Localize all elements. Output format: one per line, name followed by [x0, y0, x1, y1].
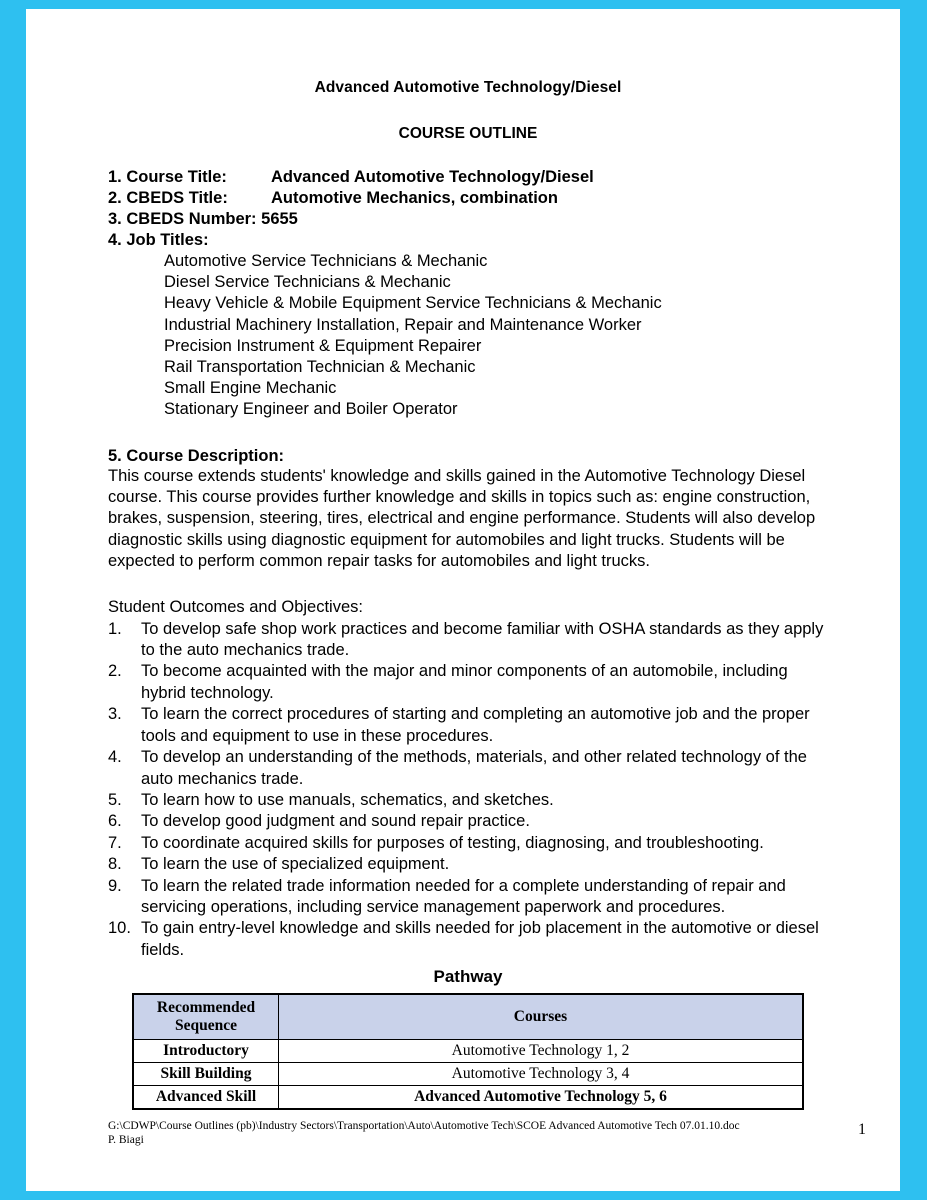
- list-marker: 1.: [108, 619, 122, 638]
- pathway-title: Pathway: [433, 967, 503, 987]
- cell-courses: Automotive Technology 1, 2: [279, 1040, 804, 1063]
- field-cbeds-number-value: 5655: [261, 210, 298, 228]
- list-item: [108, 790, 828, 811]
- cell-sequence: Advanced Skill: [133, 1086, 279, 1110]
- list-marker: 4.: [108, 748, 122, 767]
- list-text: To coordinate acquired skills for purposes of testing, diagnosing, and troubleshooting.: [141, 833, 764, 852]
- list-marker: 3.: [108, 705, 122, 724]
- list-text: To learn the correct procedures of starting and completing an automotive job and the proper tools and equipment to use in these procedures.: [141, 705, 810, 745]
- list-marker: 2.: [108, 662, 122, 681]
- cell-courses: Advanced Automotive Technology 5, 6: [279, 1086, 804, 1110]
- list-item: [108, 833, 828, 854]
- list-item: Small Engine Mechanic: [164, 379, 337, 398]
- field-job-titles-label: 4. Job Titles:: [108, 231, 209, 249]
- outcomes-list: [108, 619, 828, 962]
- list-item: [108, 661, 828, 704]
- list-text: To develop an understanding of the methods, materials, and other related technology of the auto mechanics trade.: [141, 748, 807, 788]
- list-marker: 8.: [108, 855, 122, 874]
- list-item: Industrial Machinery Installation, Repair and Maintenance Worker: [164, 315, 642, 334]
- document-title: Advanced Automotive Technology/Diesel: [314, 79, 622, 96]
- list-item: [108, 854, 828, 875]
- list-text: To develop good judgment and sound repair practice.: [141, 812, 530, 831]
- job-titles-list: [108, 251, 828, 421]
- table-header-row: [133, 994, 803, 1040]
- cell-sequence: Skill Building: [133, 1063, 279, 1086]
- list-text: To learn the related trade information needed for a complete understanding of repair and servicing operations, including service management paperwork and procedures.: [141, 876, 786, 916]
- list-item: Heavy Vehicle & Mobile Equipment Service Technicians & Mechanic: [164, 294, 662, 313]
- outcomes-heading: Student Outcomes and Objectives:: [108, 597, 363, 616]
- document-page: [26, 9, 900, 1191]
- course-description-heading: 5. Course Description:: [108, 446, 285, 465]
- list-text: To learn how to use manuals, schematics, and sketches.: [141, 790, 554, 809]
- footer-author: P. Biagi: [108, 1134, 144, 1146]
- list-item: [108, 811, 828, 832]
- table-row: [133, 1086, 803, 1110]
- table-row: [133, 1063, 803, 1086]
- list-item: Diesel Service Technicians & Mechanic: [164, 273, 451, 292]
- table-row: [133, 1040, 803, 1063]
- list-marker: 9.: [108, 876, 122, 895]
- field-cbeds-title-value: Automotive Mechanics, combination: [271, 189, 558, 207]
- list-item: [108, 918, 828, 961]
- field-cbeds-title-label: 2. CBEDS Title:: [108, 189, 228, 207]
- field-cbeds-number: [108, 209, 828, 230]
- list-marker: 5.: [108, 790, 122, 809]
- field-course-title-label: 1. Course Title:: [108, 168, 227, 186]
- list-item: Automotive Service Technicians & Mechanic: [164, 252, 488, 270]
- list-marker: 7.: [108, 833, 122, 852]
- list-item: [108, 747, 828, 790]
- list-item: [108, 704, 828, 747]
- list-text: To become acquainted with the major and minor components of an automobile, including hybrid technology.: [141, 662, 788, 702]
- document-body: [108, 79, 828, 1110]
- list-item: Precision Instrument & Equipment Repairer: [164, 336, 482, 355]
- list-text: To learn the use of specialized equipment.: [141, 855, 450, 874]
- document-subtitle: COURSE OUTLINE: [398, 125, 538, 142]
- list-text: To develop safe shop work practices and become familiar with OSHA standards as they apply to the auto mechanics trade.: [141, 619, 824, 660]
- list-item: Stationary Engineer and Boiler Operator: [164, 400, 458, 419]
- list-text: To gain entry-level knowledge and skills needed for job placement in the automotive or diesel fields.: [141, 919, 819, 959]
- list-item: [108, 876, 828, 919]
- field-cbeds-number-label: 3. CBEDS Number:: [108, 210, 257, 228]
- pathway-table: [132, 993, 804, 1110]
- list-item: Rail Transportation Technician & Mechanic: [164, 358, 476, 377]
- cell-sequence: Introductory: [133, 1040, 279, 1063]
- list-marker: 10.: [108, 919, 131, 938]
- cell-courses: Automotive Technology 3, 4: [279, 1063, 804, 1086]
- field-course-title-value: Advanced Automotive Technology/Diesel: [271, 168, 594, 186]
- list-item: [108, 619, 828, 662]
- footer: [108, 1119, 868, 1147]
- course-description-text: This course extends students' knowledge and skills gained in the Automotive Technology Diesel course. This course provides further knowledge and skills in topics such as: engine construction, brakes, suspension, steering, tires, electrical and engine performance. Students will also develop diagnostic skills using diagnostic equipment for automobiles and light trucks. Students will be expected to perform common repair tasks for automobiles and light trucks.: [108, 466, 816, 571]
- list-marker: 6.: [108, 812, 122, 831]
- field-course-title: [108, 167, 828, 188]
- field-job-titles: [108, 230, 828, 251]
- field-cbeds-title: [108, 188, 828, 209]
- footer-path: G:\CDWP\Course Outlines (pb)\Industry Sectors\Transportation\Auto\Automotive Tech\SCOE Advanced Automotive Tech 07.01.10.doc: [108, 1120, 740, 1132]
- column-header-courses: Courses: [279, 994, 804, 1040]
- column-header-sequence: Recommended Sequence: [133, 994, 279, 1040]
- page-number: 1: [858, 1121, 866, 1138]
